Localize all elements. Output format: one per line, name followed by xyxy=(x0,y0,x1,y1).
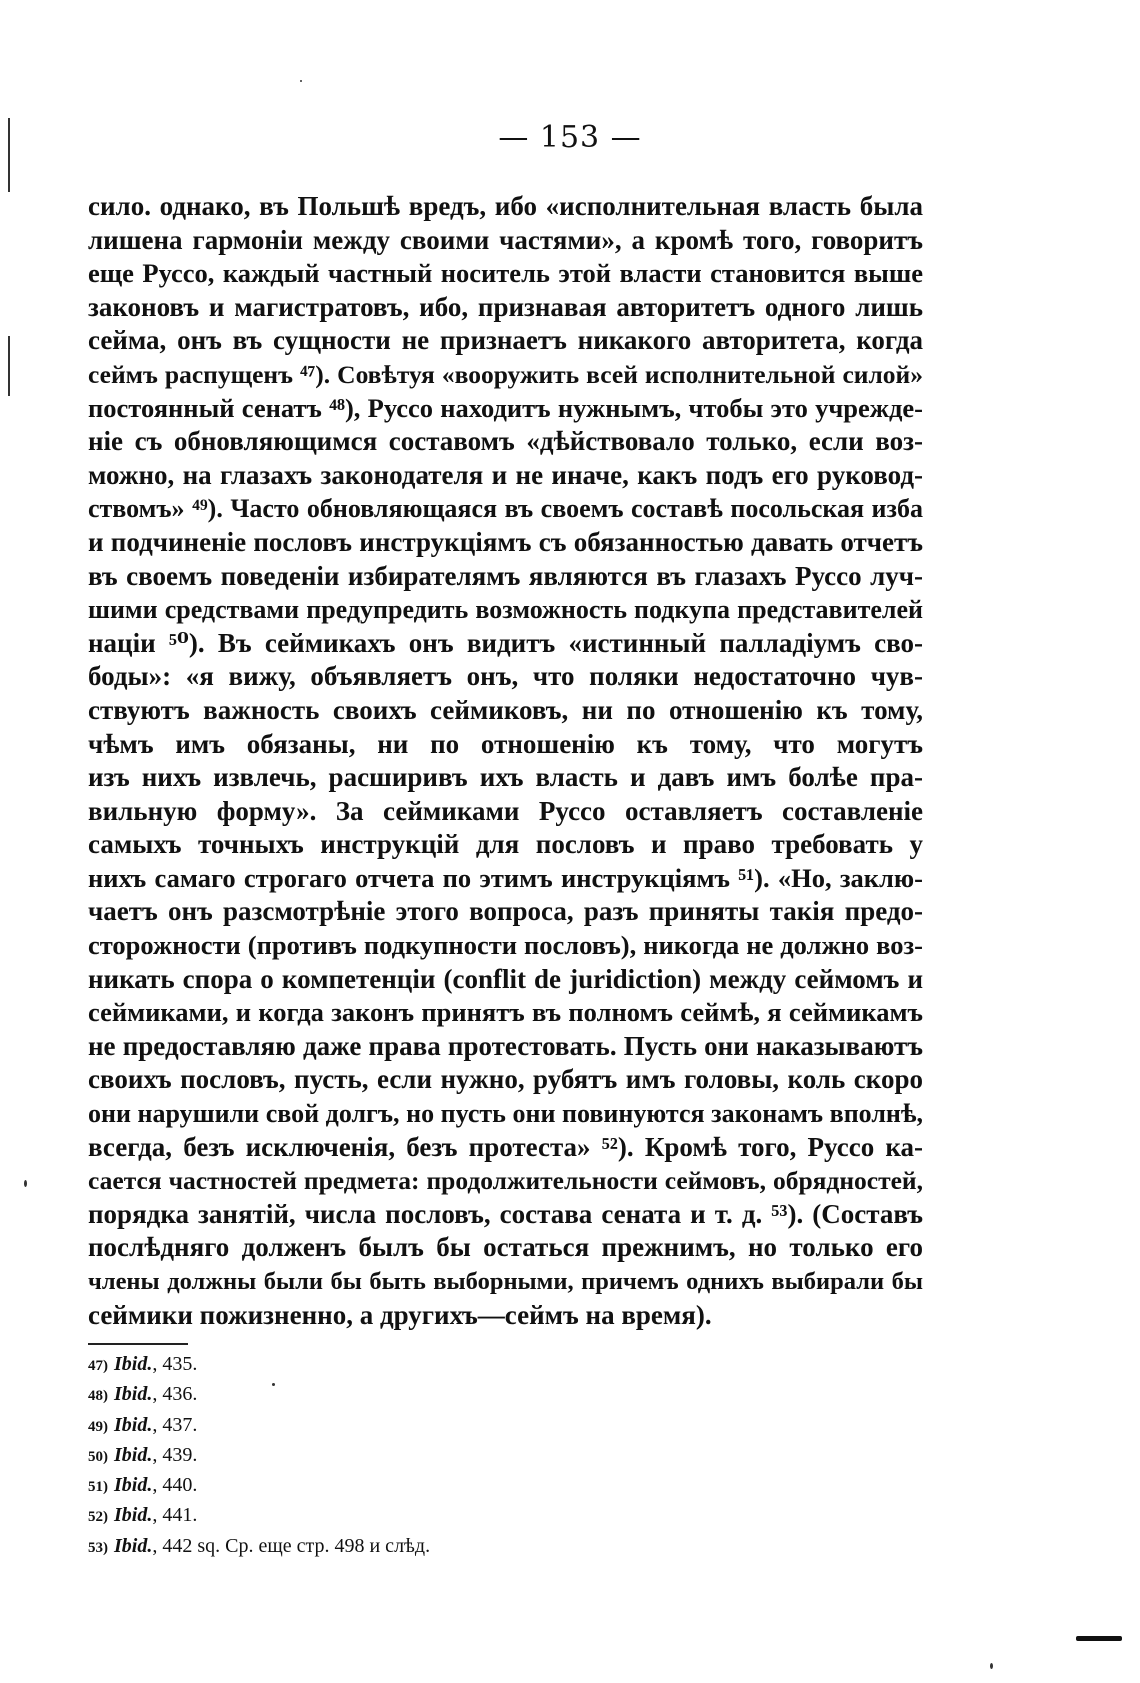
text-line: члены должны были бы быть выборными, причемъ однихъ выбирали бы xyxy=(88,1268,923,1295)
text-line: порядка занятій, числа пословъ, состава сената и т. д. ⁵³). (Составъ xyxy=(88,1198,923,1229)
footnote-number: 52) xyxy=(88,1509,108,1526)
footnote-number: 50) xyxy=(88,1448,108,1465)
text-line: сеймиками, и когда законъ принятъ въ полномъ сеймѣ, я сеймикамъ xyxy=(88,997,923,1028)
margin-scan-line-lower xyxy=(8,336,10,396)
text-line: можно, на глазахъ законодателя и не иначе, какъ подъ его руковод- xyxy=(88,459,923,490)
footnotes xyxy=(88,1350,688,1562)
text-line: постоянный сенатъ ⁴⁸), Руссо находитъ нужнымъ, чтобы это учрежде- xyxy=(88,392,923,423)
scan-speck xyxy=(990,1663,993,1669)
text-line: послѣдняго долженъ былъ бы остаться прежнимъ, но только его xyxy=(88,1232,923,1263)
text-line: націи ⁵⁰). Въ сеймикахъ онъ видитъ «истинный палладіумъ сво- xyxy=(88,627,923,658)
text-line: самыхъ точныхъ инструкцій для пословъ и право требовать у xyxy=(88,829,923,860)
page-number: — 153 — xyxy=(498,120,642,155)
footnote-number: 53) xyxy=(88,1539,108,1556)
footnote xyxy=(88,1350,688,1380)
text-line: они нарушили свой долгъ, но пусть они повинуются законамъ вполнѣ, xyxy=(88,1099,923,1129)
footnote-ibid: Ibid. xyxy=(114,1534,153,1557)
footnote-ibid: Ibid. xyxy=(114,1353,153,1375)
text-line: нихъ самаго строгаго отчета по этимъ инструкціямъ ⁵¹). «Но, заклю- xyxy=(88,862,923,893)
text-line: и подчиненіе пословъ инструкціямъ съ обязанностью давать отчетъ xyxy=(88,526,923,557)
text-line: сторожности (противъ подкупности пословъ), никогда не должно воз- xyxy=(88,930,923,961)
footnote-reference: , 442 sq. Ср. еще стр. 498 и слѣд. xyxy=(152,1534,431,1557)
text-line: своихъ пословъ, пусть, если нужно, рубятъ имъ головы, коль скоро xyxy=(88,1064,923,1095)
footnote-reference: , 441. xyxy=(152,1504,198,1527)
text-line: сается частностей предмета: продолжительности сеймовъ, обрядностей, xyxy=(88,1166,923,1196)
text-line: еще Руссо, каждый частный носитель этой власти становится выше xyxy=(88,258,923,289)
scan-speck xyxy=(300,80,302,82)
text-line: ствомъ» ⁴⁹). Часто обновляющаяся въ своемъ составѣ посольская изба xyxy=(88,494,923,524)
scan-speck xyxy=(272,1383,275,1386)
text-line: шими средствами предупредить возможность подкупа представителей xyxy=(88,595,923,625)
text-line: сило. однако, въ Польшѣ вредъ, ибо «исполнительная власть была xyxy=(88,191,923,221)
footnote xyxy=(88,1380,688,1410)
footnote-ibid: Ibid. xyxy=(114,1474,153,1497)
footnote xyxy=(88,1471,688,1501)
footnote-ibid: Ibid. xyxy=(114,1413,153,1436)
footnote-number: 47) xyxy=(88,1358,108,1374)
footnote-number: 51) xyxy=(88,1479,108,1496)
text-line: никать спора о компетенціи (conflit de juridiction) между сеймомъ и xyxy=(88,963,923,994)
footnote-reference: , 439. xyxy=(152,1443,198,1466)
text-line: боды»: «я вижу, объявляетъ онъ, что поляки недостаточно чув- xyxy=(88,661,923,692)
text-line: ніе съ обновляющимся составомъ «дѣйствовало только, если воз- xyxy=(88,426,923,457)
footnote-reference: , 440. xyxy=(152,1474,198,1497)
text-line: въ своемъ поведеніи избирателямъ являются въ глазахъ Руссо луч- xyxy=(88,560,923,591)
footnote xyxy=(88,1411,688,1441)
footnote-ibid: Ibid. xyxy=(114,1383,153,1406)
text-line: лишена гармоніи между своими частями», а кромѣ того, говоритъ xyxy=(88,224,923,255)
footnote-divider xyxy=(88,1343,188,1345)
text-line: сейма, онъ въ сущности не признаетъ никакого авторитета, когда xyxy=(88,325,923,356)
footnote-number: 49) xyxy=(88,1418,108,1435)
text-line: всегда, безъ исключенія, безъ протеста» ⁵²). Кромѣ того, Руссо ка- xyxy=(88,1131,923,1162)
footnote-number: 48) xyxy=(88,1388,108,1405)
scan-dash-mark xyxy=(1076,1636,1122,1641)
text-line: чаетъ онъ разсмотрѣніе этого вопроса, разъ приняты такія предо- xyxy=(88,896,923,927)
footnote xyxy=(88,1441,688,1471)
footnote-ibid: Ibid. xyxy=(114,1443,153,1466)
footnote-reference: , 437. xyxy=(152,1413,198,1436)
text-line: чѣмъ имъ обязаны, ни по отношенію къ тому, что могутъ xyxy=(88,728,923,759)
text-line: сеймики пожизненно, а другихъ—сеймъ на время). xyxy=(88,1299,712,1330)
text-line: сеймъ распущенъ ⁴⁷). Совѣтуя «вооружить всей исполнительной силой» xyxy=(88,359,923,389)
scan-speck xyxy=(24,1180,27,1187)
text-line: законовъ и магистратовъ, ибо, признавая авторитетъ одного лишь xyxy=(88,291,923,322)
footnote-reference: , 435. xyxy=(152,1353,198,1375)
text-line: ствуютъ важность своихъ сеймиковъ, ни по отношенію къ тому, xyxy=(88,694,923,725)
text-line: вильную форму». За сеймиками Руссо оставляетъ составленіе xyxy=(88,795,923,826)
footnote-ibid: Ibid. xyxy=(114,1504,153,1527)
footnote xyxy=(88,1532,688,1562)
footnote xyxy=(88,1501,688,1531)
footnote-reference: , 436. xyxy=(152,1383,198,1406)
main-text xyxy=(88,190,923,1332)
text-line: не предоставляю даже права протестовать. Пусть они наказываютъ xyxy=(88,1030,923,1061)
text-line: изъ нихъ извлечь, расширивъ ихъ власть и давъ имъ болѣе пра- xyxy=(88,762,923,793)
